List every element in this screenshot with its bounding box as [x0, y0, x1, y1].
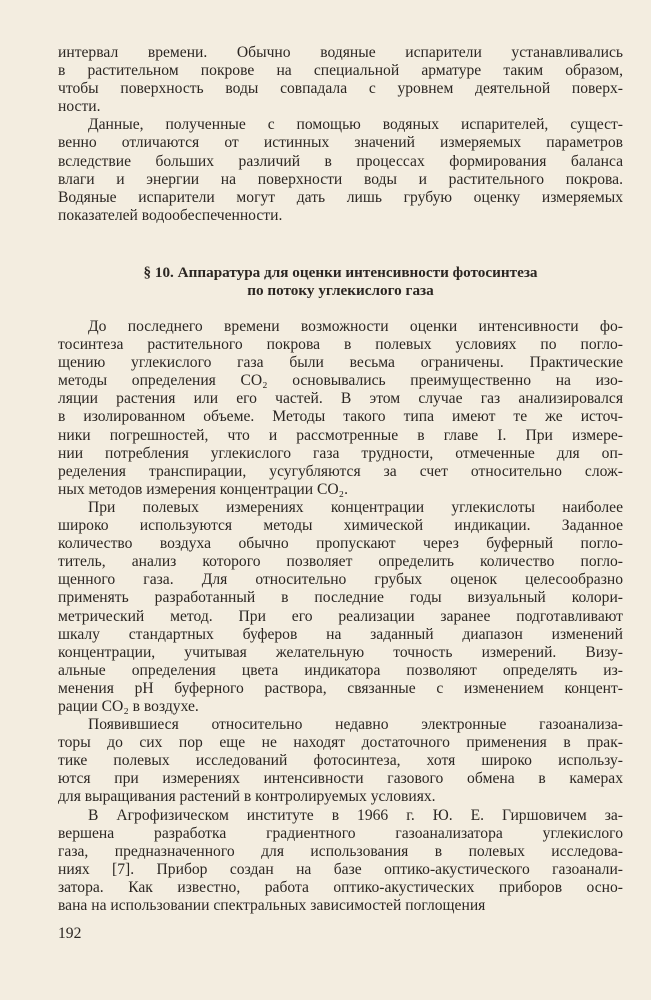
text-line: газа, предназначенного для использования в полевых исследова- [58, 842, 623, 860]
section-heading-line-1: § 10. Аппаратура для оценки интенсивности фотосинтеза [143, 264, 538, 281]
paragraph [58, 44, 623, 116]
text-line: Данные, полученные с помощью водяных испарителей, сущест- [88, 116, 623, 134]
text-line: метрический метод. При его реализации заранее подготавливают [58, 607, 623, 625]
text-line: ются при измерениях интенсивности газового обмена в камерах [58, 770, 623, 788]
text-line: затора. Как известно, работа оптико-акустических приборов осно- [58, 878, 623, 896]
text-line: тике полевых исследований фотосинтеза, хотя широко использу- [58, 752, 623, 770]
paragraph [58, 499, 623, 716]
text-line: ных методов измерения концентрации CO₂. [58, 480, 348, 498]
text-line: чтобы поверхность воды совпадала с уровнем деятельной поверх- [58, 80, 623, 98]
text-line: альные определения цвета индикатора позволяют определять из- [58, 661, 623, 679]
paragraph [58, 116, 623, 225]
text-line: торы до сих пор еще не находят достаточного применения в прак- [58, 734, 623, 752]
text-line: интервал времени. Обычно водяные испарители устанавливались [58, 44, 623, 61]
text-line: шкалу стандартных буферов на заданный диапазон изменений [58, 625, 623, 643]
paragraph [58, 716, 623, 806]
text-line: Появившиеся относительно недавно электронные газоанализа- [88, 716, 623, 734]
page-number: 192 [58, 925, 82, 942]
text-line: вершена разработка градиентного газоанализатора углекислого [58, 824, 623, 842]
text-line: щению углекислого газа были весьма ограничены. Практические [58, 354, 623, 372]
text-line: широко используются методы химической индикации. Заданное [58, 517, 623, 535]
text-line: венно отличаются от истинных значений измеряемых параметров [58, 134, 623, 152]
text-line: тосинтеза растительного покрова в полевых условиях по погло- [58, 336, 623, 354]
text-line: вследствие больших различий в процессах формирования баланса [58, 152, 623, 170]
text-line: в изолированном объеме. Методы такого типа имеют те же источ- [58, 408, 623, 426]
text-line: менения pH буферного раствора, связанные с изменением концент- [58, 679, 623, 697]
text-line: щенного газа. Для относительно грубых оценок целесообразно [58, 571, 623, 589]
text-line: нии потребления углекислого газа трудности, отмеченные для оп- [58, 444, 623, 462]
text-line: Водяные испарители могут дать лишь грубую оценку измеряемых [58, 188, 623, 206]
text-line: количество воздуха обычно пропускают через буферный погло- [58, 535, 623, 553]
text-line: концентрации, учитывая желательную точность измерений. Визу- [58, 643, 623, 661]
paragraph [58, 318, 623, 499]
text-line: рации CO₂ в воздухе. [58, 697, 199, 715]
paragraph [58, 807, 623, 916]
text-line: методы определения CO₂ основывались преимущественно на изо- [58, 372, 623, 390]
main-text-block [58, 318, 623, 915]
text-line: ности. [58, 98, 101, 116]
text-line: применять разработанный в последние годы визуальный колори- [58, 589, 623, 607]
text-line: показателей водообеспеченности. [58, 206, 283, 224]
text-line: До последнего времени возможности оценки интенсивности фо- [88, 318, 623, 335]
text-line: При полевых измерениях концентрации углекислоты наиболее [88, 498, 623, 516]
text-line: вана на использовании спектральных зависимостей поглощения [58, 897, 486, 914]
text-line: влаги и энергии на поверхности воды и растительного покрова. [58, 170, 623, 188]
text-line: В Агрофизическом институте в 1966 г. Ю. Е. Гиршовичем за- [88, 806, 623, 824]
text-line: титель, анализ которого позволяет определить количество погло- [58, 553, 623, 571]
section-heading-line-2: по потоку углекислого газа [247, 282, 434, 299]
text-line: для выращивания растений в контролируемых условиях. [58, 788, 436, 806]
top-text-block [58, 44, 623, 225]
section-heading [58, 264, 623, 300]
text-line: в растительном покрове на специальной арматуре таким образом, [58, 62, 623, 80]
text-line: ляции растения или его частей. В этом случае газ анализировался [58, 390, 623, 408]
text-line: ределения транспирации, усугубляются за счет относительно слож- [58, 462, 623, 480]
text-line: ники погрешностей, что и рассмотренные в главе I. При измере- [58, 426, 623, 444]
text-line: ниях [7]. Прибор создан на базе оптико-акустического газоанали- [58, 860, 623, 878]
